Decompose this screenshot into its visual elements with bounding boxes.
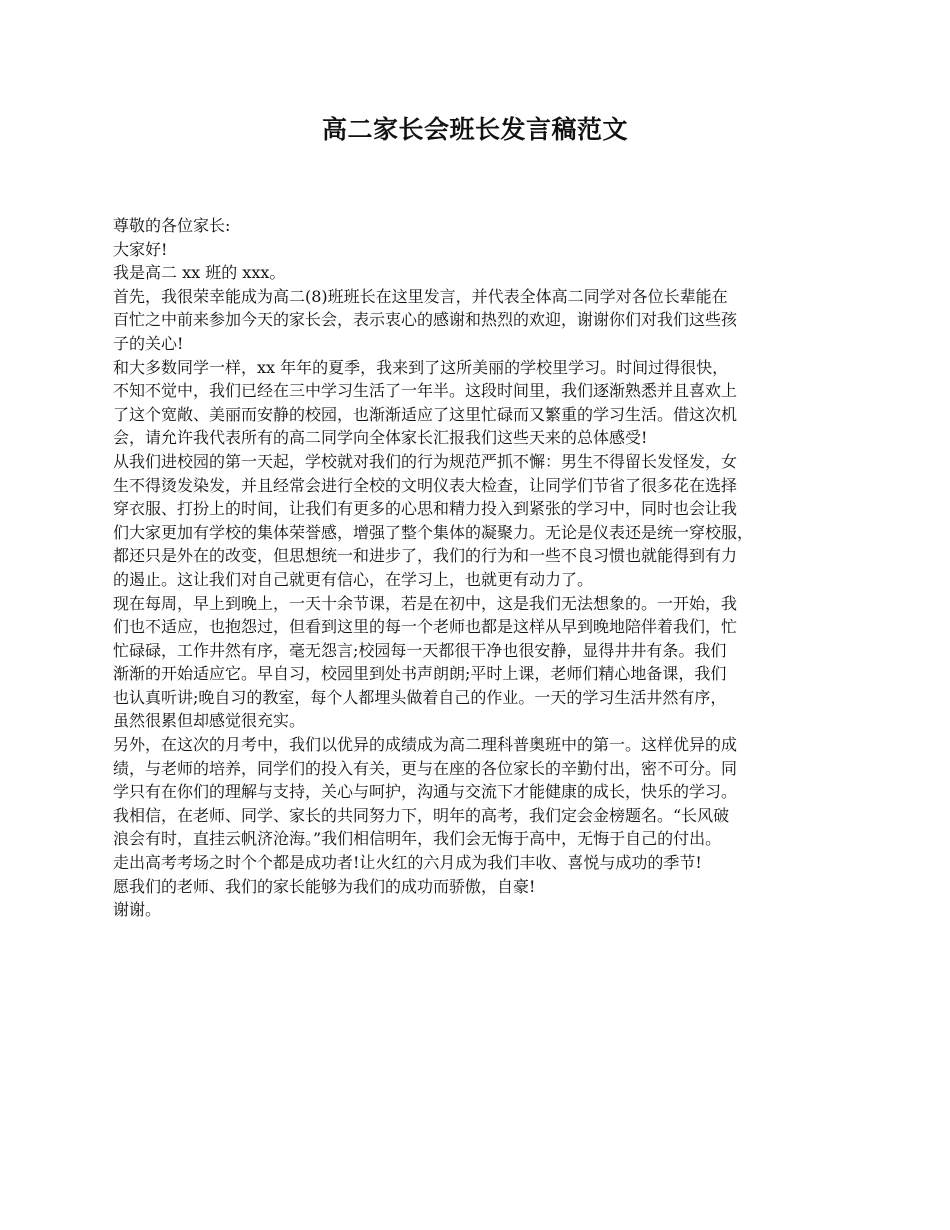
text-line: 我相信，在老师、同学、家长的共同努力下，明年的高考，我们定会金榜题名。“长风破 [113,805,730,825]
text-line: 走出高考考场之时个个都是成功者!让火红的六月成为我们丰收、喜悦与成功的季节! [113,853,702,873]
text-line: 另外，在这次的月考中，我们以优异的成绩成为高二理科普奥班中的第一。这样优异的成 [113,735,738,755]
text-line: 渐渐的开始适应它。早自习，校园里到处书声朗朗;平时上课，老师们精心地备课，我们 [113,664,727,684]
text-line: 和大多数同学一样，xx 年年的夏季，我来到了这所美丽的学校里学习。时间过得很快， [113,357,729,377]
text-line: 谢谢。 [113,900,162,920]
text-line: 生不得烫发染发，并且经常会进行全校的文明仪表大检查，让同学们节省了很多花在选择 [113,475,738,495]
text-line: 子的关心! [113,333,184,353]
document-title: 高二家长会班长发言稿范文 [321,115,628,144]
text-line: 忙碌碌，工作井然有序，毫无怨言;校园每一天都很干净也很安静，显得井井有条。我们 [113,640,727,660]
text-line: 也认真听讲;晚自习的教室，每个人都埋头做着自己的作业。一天的学习生活井然有序， [113,687,727,707]
text-line: 会，请允许我代表所有的高二同学向全体家长汇报我们这些天来的总体感受! [113,428,648,448]
text-line: 我是高二 xx 班的 xxx。 [113,263,286,283]
text-line: 虽然很累但却感觉很充实。 [113,711,306,731]
text-line: 首先，我很荣幸能成为高二(8)班班长在这里发言，并代表全体高二同学对各位长辈能在 [113,286,728,306]
text-line: 绩，与老师的培养，同学们的投入有关，更与在座的各位家长的辛勤付出，密不可分。同 [113,758,738,778]
text-line: 了这个宽敞、美丽而安静的校园，也渐渐适应了这里忙碌而又繁重的学习生活。借这次机 [113,404,738,424]
document-body [113,214,853,922]
text-line: 现在每周，早上到晚上，一天十余节课，若是在初中，这是我们无法想象的。一开始，我 [113,593,738,613]
text-line: 尊敬的各位家长: [113,216,231,235]
text-line: 的遏止。这让我们对自己就更有信心，在学习上，也就更有动力了。 [113,569,594,589]
text-line: 百忙之中前来参加今天的家长会，表示衷心的感谢和热烈的欢迎，谢谢你们对我们这些孩 [113,310,738,330]
text-line: 穿衣服、打扮上的时间，让我们有更多的心思和精力投入到紧张的学习中，同时也会让我 [113,499,738,519]
text-line: 们也不适应，也抱怨过，但看到这里的每一个老师也都是这样从早到晚地陪伴着我们，忙 [113,617,738,637]
text-line: 不知不觉中，我们已经在三中学习生活了一年半。这段时间里，我们逐渐熟悉并且喜欢上 [113,381,738,401]
text-line: 从我们进校园的第一天起，学校就对我们的行为规范严抓不懈：男生不得留长发怪发，女 [113,451,738,471]
text-line: 愿我们的老师、我们的家长能够为我们的成功而骄傲，自豪! [113,876,536,896]
text-line: 都还只是外在的改变，但思想统一和进步了，我们的行为和一些不良习惯也就能得到有力 [113,546,738,566]
text-line: 们大家更加有学校的集体荣誉感，增强了整个集体的凝聚力。无论是仪表还是统一穿校服， [113,522,754,542]
text-line: 大家好! [113,239,168,259]
text-line: 学只有在你们的理解与支持，关心与呵护，沟通与交流下才能健康的成长，快乐的学习。 [113,782,738,802]
text-line: 浪会有时，直挂云帆济沧海。”我们相信明年，我们会无悔于高中，无悔于自己的付出。 [113,829,722,849]
